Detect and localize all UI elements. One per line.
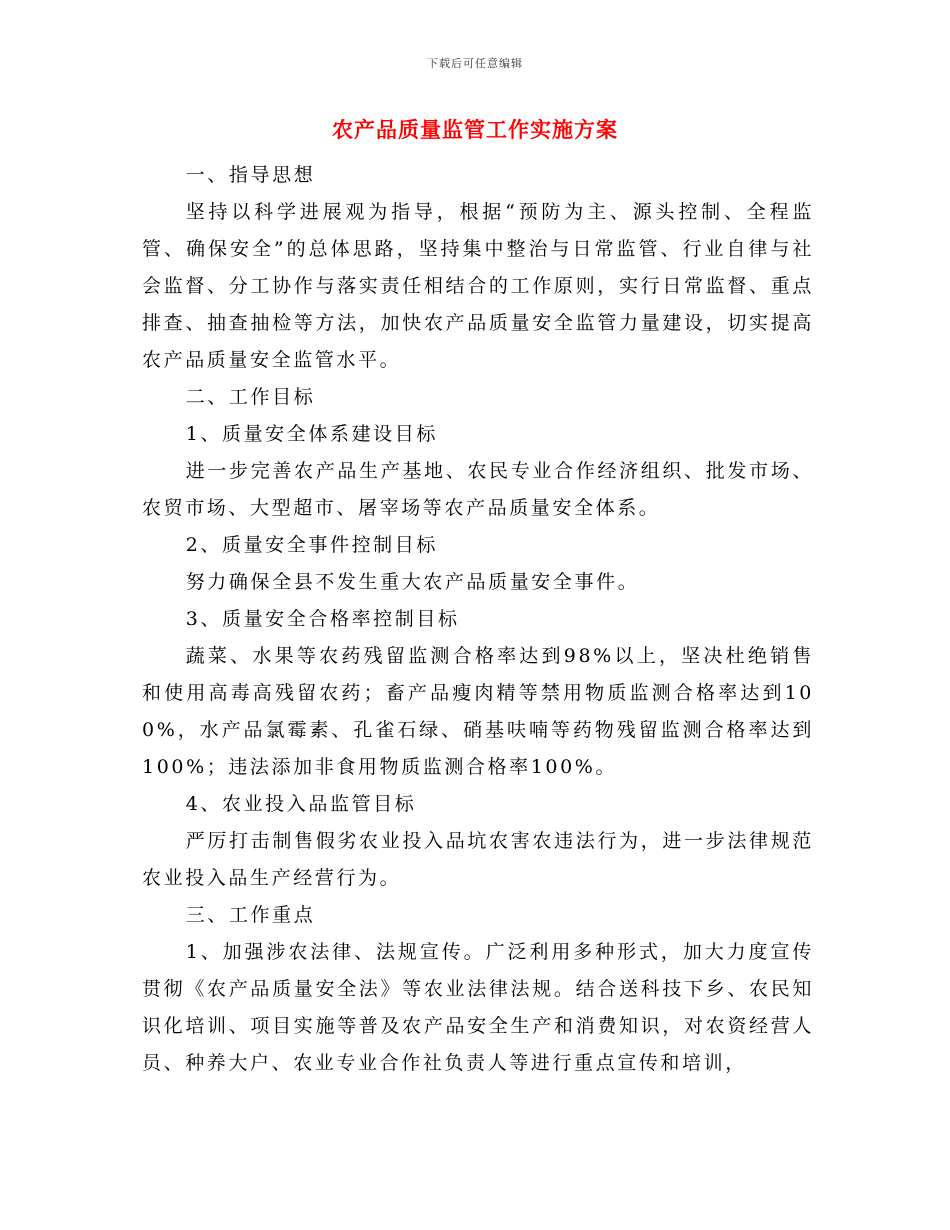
paragraph-incident-control-goal: 努力确保全县不发生重大农产品质量安全事件。 <box>185 571 640 593</box>
subheading-incident-control-goal: 2、质量安全事件控制目标 <box>185 534 438 556</box>
paragraph-guiding-ideology: 坚持以科学进展观为指导，根据“预防为主、源头控制、全程监管、确保安全”的总体思路，坚持集中整治与日常监管、行业自律与社会监督、分工协作与落实责任相结合的工作原则，实行日常监督、重点排查、抽查抽检等方法，加快农产品质量安全监管力量建设，切实提高农产品质量安全监管水平。 <box>142 201 814 371</box>
subheading-system-building-goal: 1、质量安全体系建设目标 <box>185 423 438 445</box>
document-title: 农产品质量监管工作实施方案 <box>332 117 618 142</box>
paragraph-law-publicity: 1、加强涉农法律、法规宣传。广泛利用多种形式，加大力度宣传贯彻《农产品质量安全法》等农业法律法规。结合送科技下乡、农民知识化培训、项目实施等普及农产品安全生产和消费知识，对农资经营人员、种养大户、农业专业合作社负责人等进行重点宣传和培训， <box>142 941 814 1074</box>
subheading-input-supervision-goal: 4、农业投入品监管目标 <box>185 793 417 815</box>
document-body <box>142 157 814 1082</box>
paragraph-pass-rate-goal: 蔬菜、水果等农药残留监测合格率达到98%以上，坚决杜绝销售和使用高毒高残留农药；畜产品瘦肉精等禁用物质监测合格率达到100%，水产品氯霉素、孔雀石绿、硝基呋喃等药物残留监测合格率达到100%；违法添加非食用物质监测合格率100%。 <box>142 645 814 778</box>
page-header-note: 下载后可任意编辑 <box>427 57 523 70</box>
paragraph-input-supervision-goal: 严厉打击制售假劣农业投入品坑农害农违法行为，进一步法律规范农业投入品生产经营行为。 <box>142 830 814 889</box>
paragraph-system-building-goal: 进一步完善农产品生产基地、农民专业合作经济组织、批发市场、农贸市场、大型超市、屠宰场等农产品质量安全体系。 <box>142 460 814 519</box>
section-heading-work-focus: 三、工作重点 <box>185 904 316 926</box>
section-heading-guiding-ideology: 一、指导思想 <box>185 164 316 186</box>
subheading-pass-rate-goal: 3、质量安全合格率控制目标 <box>185 608 460 630</box>
section-heading-work-goals: 二、工作目标 <box>185 386 316 408</box>
